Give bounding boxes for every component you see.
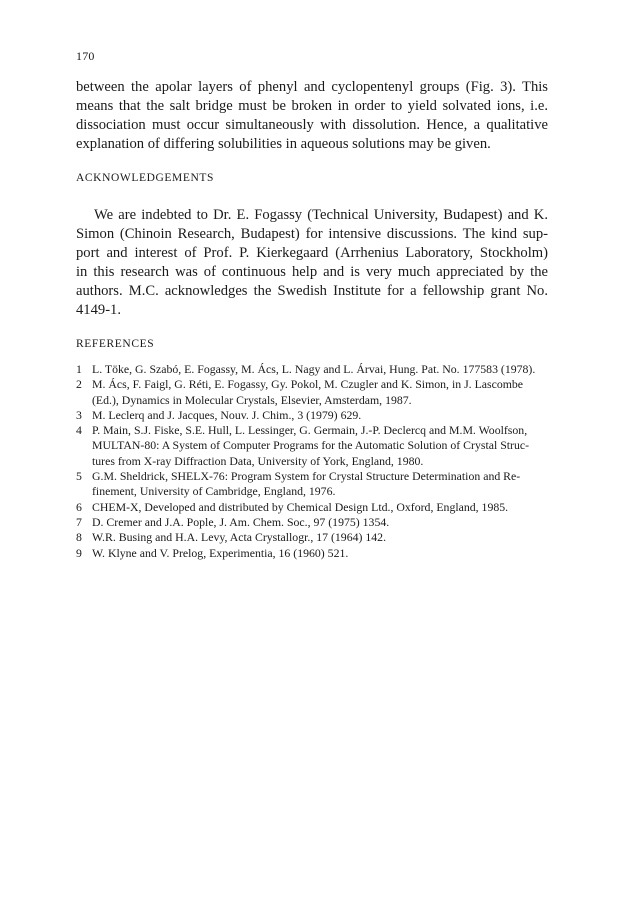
page-number: 170: [76, 49, 95, 63]
reference-text: (Ed.), Dynamics in Molecular Crystals, Elsevier, Amsterdam, 1987.: [92, 392, 412, 407]
reference-item: [76, 546, 552, 561]
reference-text: W. Klyne and V. Prelog, Experimentia, 16 (1960) 521.: [92, 545, 349, 560]
paragraph-line: means that the salt bridge must be broken in order to yield solvated ions, i.e.: [76, 98, 548, 114]
reference-text: M. Ács, F. Faigl, G. Réti, E. Fogassy, Gy. Pokol, M. Czugler and K. Simon, in J. Lascombe: [92, 377, 524, 392]
reference-item: [76, 377, 552, 408]
reference-item: [76, 500, 552, 515]
reference-text: finement, University of Cambridge, England, 1976.: [92, 484, 336, 499]
paragraph-line: Simon (Chinoin Research, Budapest) for intensive discussions. The kind sup-: [76, 226, 548, 242]
reference-number: 2: [76, 377, 82, 392]
body-paragraph: [76, 78, 548, 154]
reference-number: 1: [76, 362, 82, 376]
acknowledgements-paragraph: [76, 206, 548, 320]
references-heading: REFERENCES: [76, 338, 155, 350]
reference-number: 4: [76, 423, 82, 438]
reference-text: M. Leclerq and J. Jacques, Nouv. J. Chim., 3 (1979) 629.: [92, 407, 362, 422]
reference-number: 7: [76, 514, 82, 529]
reference-item: [76, 408, 552, 423]
paragraph-line: between the apolar layers of phenyl and cyclopentenyl groups (Fig. 3). This: [76, 79, 548, 95]
reference-item: [76, 515, 552, 530]
reference-text: W.R. Busing and H.A. Levy, Acta Crystallogr., 17 (1964) 142.: [92, 530, 387, 545]
paragraph-line: explanation of differing solubilities in aqueous solutions may be given.: [76, 136, 491, 152]
reference-text: CHEM-X, Developed and distributed by Chemical Design Ltd., Oxford, England, 1985.: [92, 499, 509, 514]
reference-number: 9: [76, 545, 82, 560]
reference-text: MULTAN-80: A System of Computer Programs for the Automatic Solution of Crystal Struc-: [92, 438, 530, 453]
reference-text: D. Cremer and J.A. Pople, J. Am. Chem. Soc., 97 (1975) 1354.: [92, 514, 390, 529]
reference-item: [76, 423, 552, 469]
reference-item: [76, 469, 552, 500]
acknowledgements-heading: ACKNOWLEDGEMENTS: [76, 172, 215, 184]
paragraph-line: We are indebted to Dr. E. Fogassy (Technical University, Budapest) and K.: [94, 207, 548, 223]
paragraph-line: 4149-1.: [76, 302, 121, 318]
reference-text: tures from X-ray Diffraction Data, University of York, England, 1980.: [92, 453, 424, 468]
reference-number: 3: [76, 407, 82, 422]
reference-list: [76, 362, 552, 561]
paragraph-line: port and interest of Prof. P. Kierkegaard (Arrhenius Laboratory, Stockholm): [76, 245, 548, 261]
paragraph-line: in this research was of continuous help and is very much appreciated by the: [76, 264, 548, 280]
reference-item: [76, 530, 552, 545]
reference-number: 6: [76, 499, 82, 514]
paragraph-line: authors. M.C. acknowledges the Swedish Institute for a fellowship grant No.: [76, 283, 548, 299]
reference-number: 8: [76, 530, 82, 545]
reference-text: L. Töke, G. Szabó, E. Fogassy, M. Ács, L. Nagy and L. Árvai, Hung. Pat. No. 177583 (1978).: [92, 362, 536, 376]
reference-item: [76, 362, 552, 377]
paragraph-line: dissociation must occur simultaneously with dissolution. Hence, a qualitative: [76, 117, 548, 133]
reference-text: P. Main, S.J. Fiske, S.E. Hull, L. Lessinger, G. Germain, J.-P. Declercq and M.M. Woolfson,: [92, 423, 528, 438]
reference-text: G.M. Sheldrick, SHELX-76: Program System for Crystal Structure Determination and Re-: [92, 469, 521, 484]
reference-number: 5: [76, 469, 82, 484]
